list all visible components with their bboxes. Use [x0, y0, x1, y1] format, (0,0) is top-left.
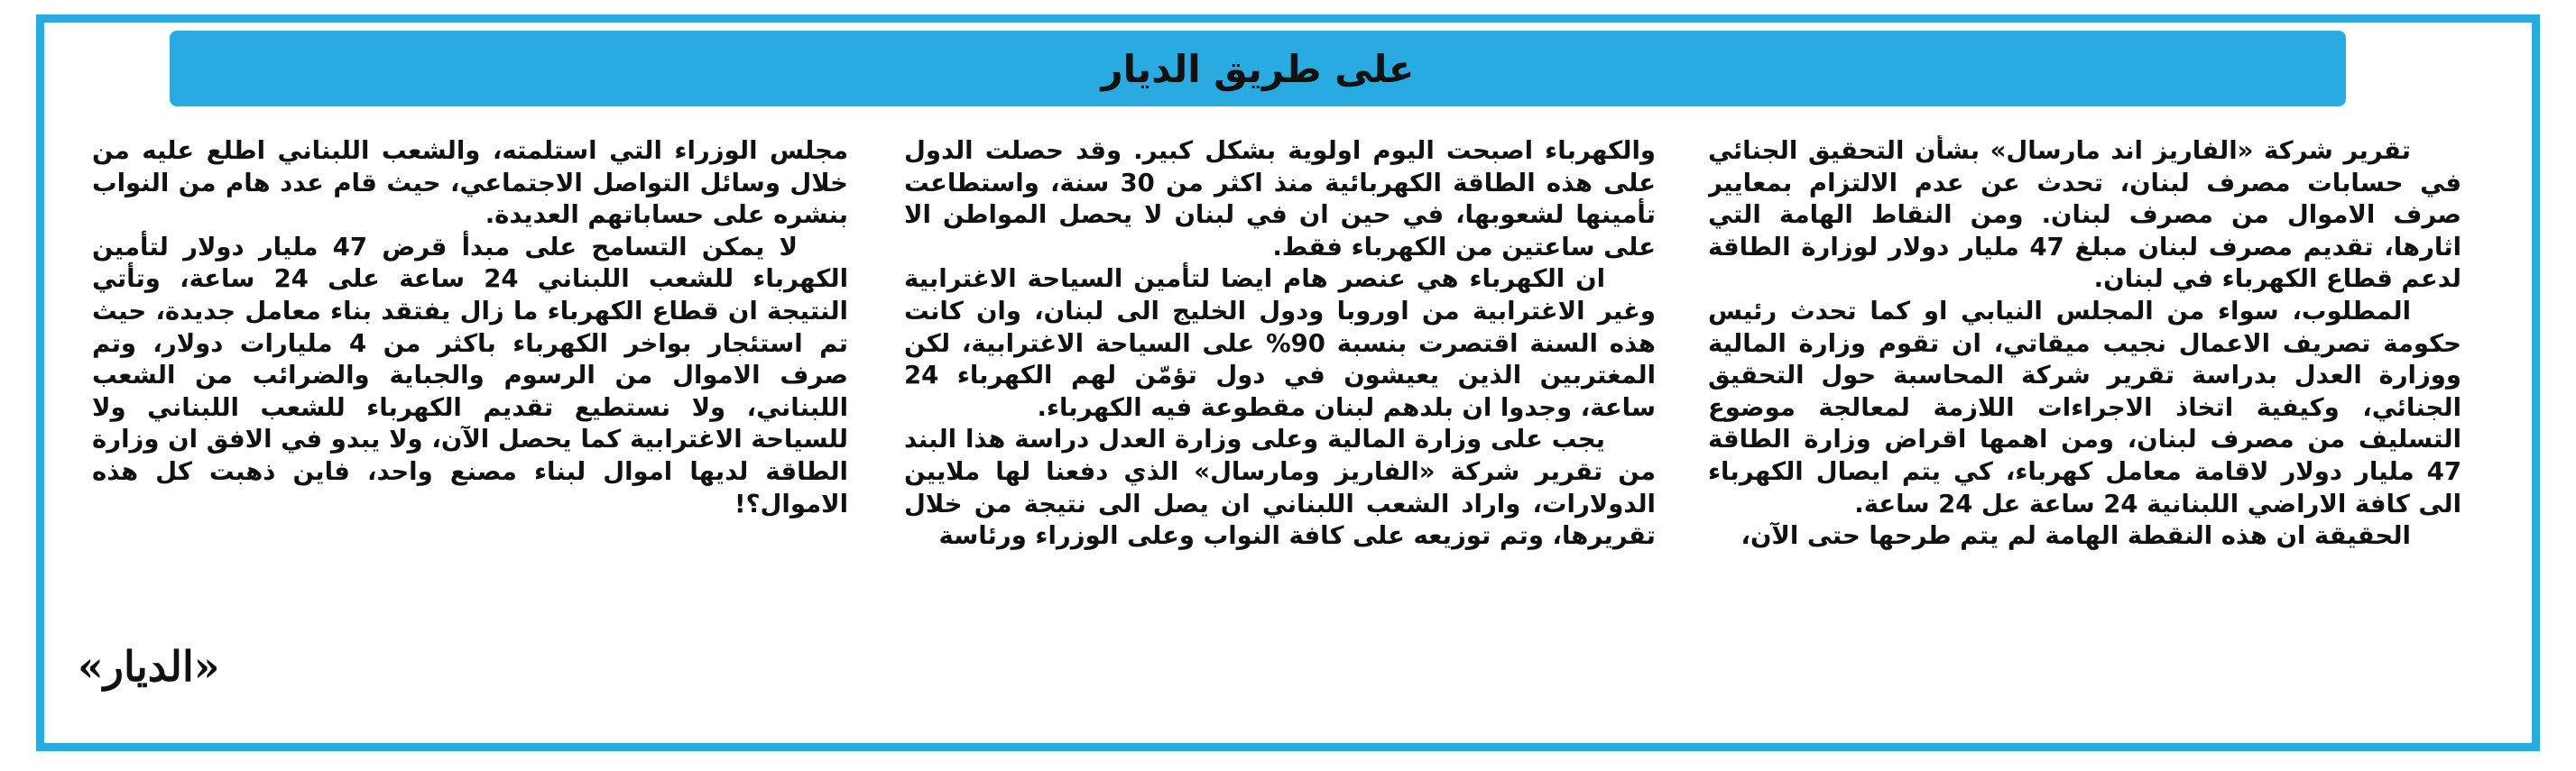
article-title: على طريق الديار	[1101, 46, 1415, 91]
paragraph: تقرير شركة «الفاريز اند مارسال» بشأن التحقيق الجنائي في حسابات مصرف لبنان، تحدث عن عدم الالتزام بمعايير صرف الاموال من مصرف لبنان. ومن النقاط الهامة التي اثارها، تقديم مصرف لبنان مبلغ 47 مليار دولار لوزارة الطاقة لدعم قطاع الكهرباء في لبنان.	[1708, 136, 2461, 294]
article-column-left	[92, 135, 848, 721]
paragraph: ان الكهرباء هي عنصر هام ايضا لتأمين السياحة الاغترابية وغير الاغترابية من اوروبا ودول الخليج الى لبنان، وان كانت هذه السنة اقتصرت بنسبة 90% على السياحة الاغترابية، لكن المغتربين الذين يعيشون في دول تؤمّن لهم الكهرباء 24 ساعة، وجدوا ان بلدهم لبنان مقطوعة فيه الكهرباء.	[904, 264, 1656, 422]
paragraph: لا يمكن التسامح على مبدأ قرض 47 مليار دولار لتأمين الكهرباء للشعب اللبناني 24 ساعة على 24 ساعة، وتأتي النتيجة ان قطاع الكهرباء ما زال يفتقد بناء معامل جديدة، حيث تم استئجار بواخر الكهرباء باكثر من 4 مليارات دولار، وتم صرف الاموال من الرسوم والجباية والضرائب من الشعب اللبناني، ولا نستطيع تقديم الكهرباء للشعب اللبناني ولا للسياحة الاغترابية كما يحصل الآن، ولا يبدو في الافق ان وزارة الطاقة لديها اموال لبناء مصنع واحد، فاين ذهبت كل هذه الاموال؟!	[92, 232, 848, 519]
title-banner	[170, 31, 2346, 106]
paragraph: يجب على وزارة المالية وعلى وزارة العدل دراسة هذا البند من تقرير شركة «الفاريز ومارسال» الذي دفعنا لها ملايين الدولارات، واراد الشعب اللبناني ان يصل الى نتيجة من خلال تقريرها، وتم توزيعه على كافة النواب وعلى الوزراء ورئاسة	[904, 425, 1656, 551]
paragraph: المطلوب، سواء من المجلس النيابي او كما تحدث رئيس حكومة تصريف الاعمال نجيب ميقاتي، ان تقوم وزارة المالية ووزارة العدل بدراسة تقرير شركة المحاسبة حول التحقيق الجنائي، وكيفية اتخاذ الاجراءات اللازمة لمعالجة موضوع التسليف من مصرف لبنان، ومن اهمها اقراض وزارة الطاقة 47 مليار دولار لاقامة معامل كهرباء، كي يتم ايصال الكهرباء الى كافة الاراضي اللبنانية 24 ساعة عل 24 ساعة.	[1708, 296, 2461, 519]
newspaper-signature: «الديار»	[78, 642, 220, 691]
article-column-right	[1708, 135, 2461, 721]
article-column-middle	[904, 135, 1656, 721]
paragraph: والكهرباء اصبحت اليوم اولوية بشكل كبير. وقد حصلت الدول على هذه الطاقة الكهربائية منذ اكثر من 30 سنة، واستطاعت تأمينها لشعوبها، في حين ان في لبنان لا يحصل المواطن الا على ساعتين من الكهرباء فقط.	[904, 136, 1656, 262]
paragraph: مجلس الوزراء التي استلمته، والشعب اللبناني اطلع عليه من خلال وسائل التواصل الاجتماعي، حيث قام عدد هام من النواب بنشره على حساباتهم العديدة.	[92, 136, 848, 230]
paragraph: الحقيقة ان هذه النقطة الهامة لم يتم طرحها حتى الآن،	[1740, 521, 2411, 551]
